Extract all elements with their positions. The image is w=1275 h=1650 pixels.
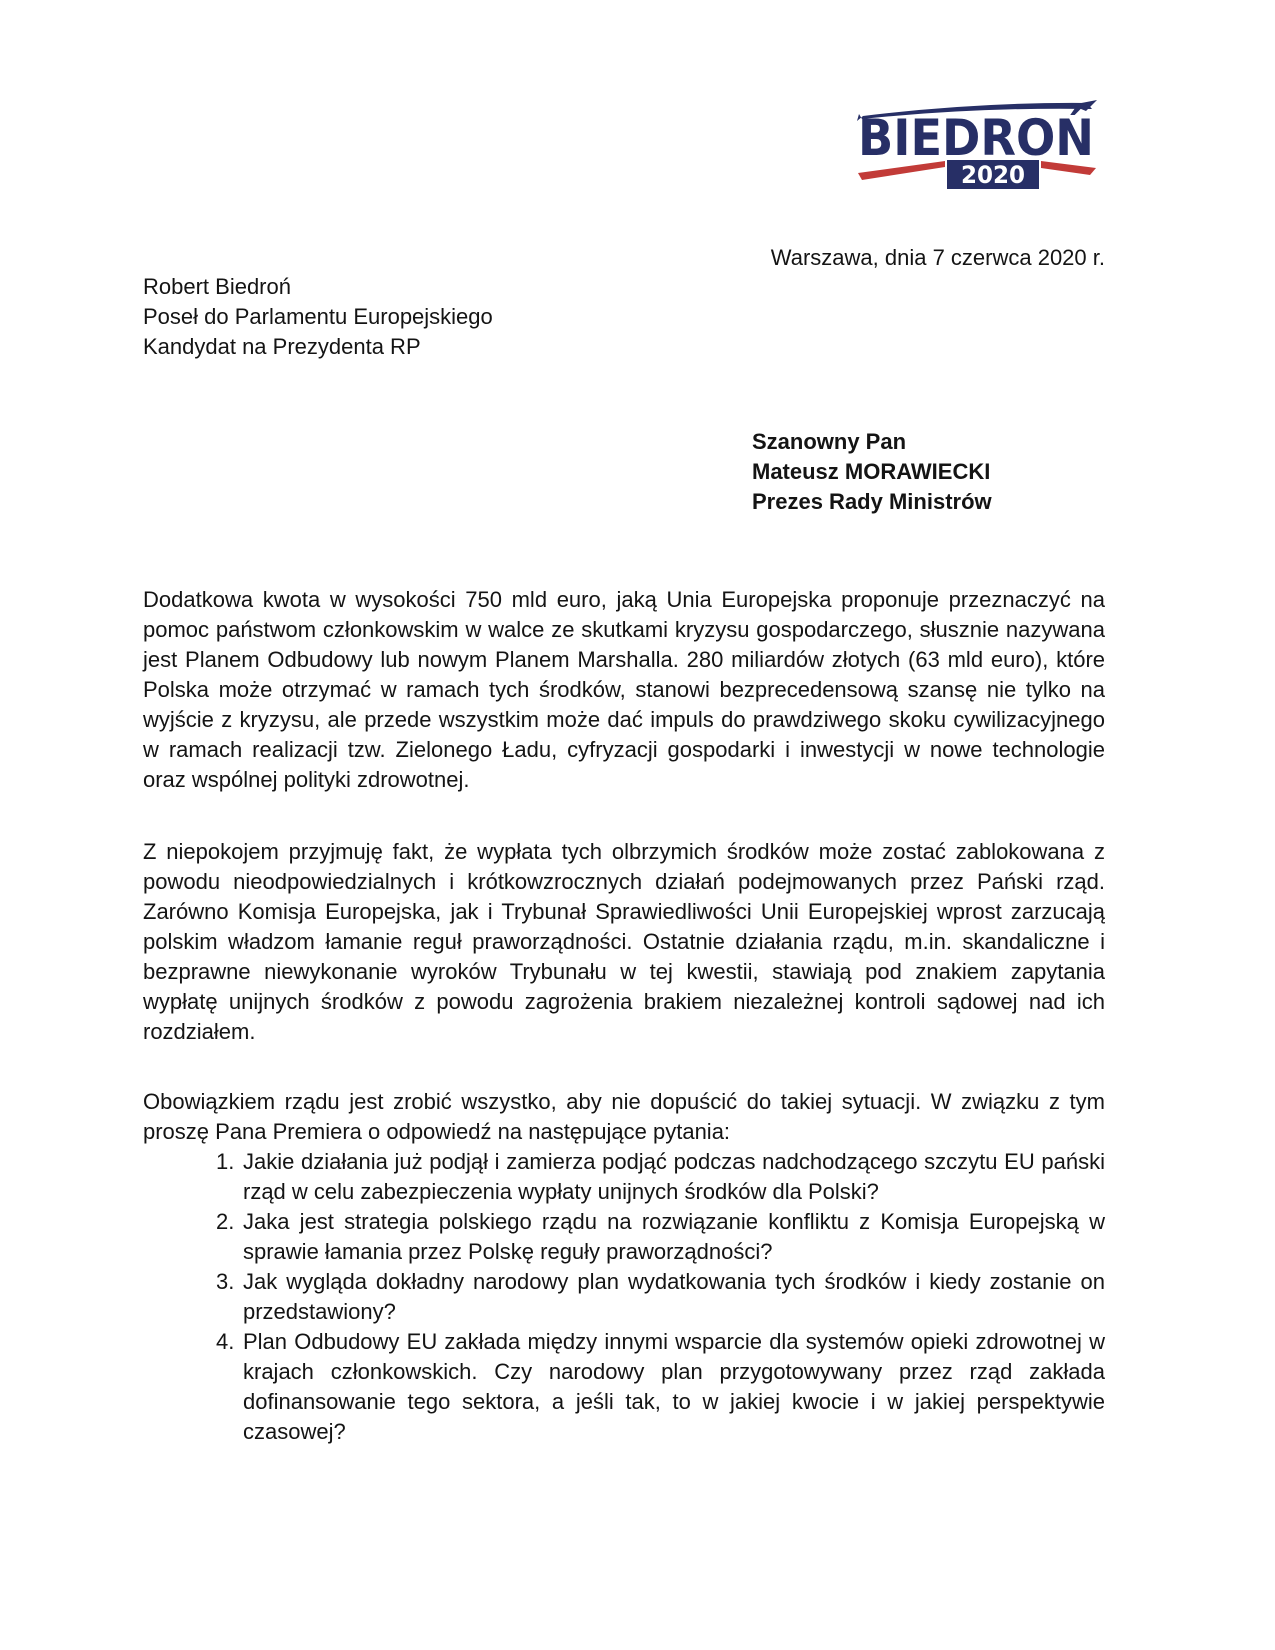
sender-name: Robert Biedroń xyxy=(143,274,291,299)
question-list xyxy=(143,1147,1105,1447)
paragraph-questions-intro: Obowiązkiem rządu jest zrobić wszystko, aby nie dopuścić do takiej sytuacji. W związku z tym proszę Pana Premiera o odpowiedź na następujące pytania: xyxy=(143,1089,1105,1144)
letter-body xyxy=(143,585,1105,1447)
paragraph-recovery-plan: Dodatkowa kwota w wysokości 750 mld euro, jaką Unia Europejska proponuje przeznaczyć na pomoc państwom członkowskim w walce ze skutkami kryzysu gospodarczego, słusznie nazywana jest Planem Odbudowy lub nowym Planem Marshalla. 280 miliardów złotych (63 mld euro), które Polska może otrzymać w ramach tych środków, stanowi bezprecedensową szansę nie tylko na wyjście z kryzysu, ale przede wszystkim może dać impuls do prawdziwego skoku cywilizacyjnego w ramach realizacji tzw. Zielonego Ładu, cyfryzacji gospodarki i inwestycji w nowe technologie oraz wspólnej polityki zdrowotnej. xyxy=(143,587,1105,792)
question-item-3 xyxy=(143,1267,1105,1327)
letter-date: Warszawa, dnia 7 czerwca 2020 r. xyxy=(770,245,1105,270)
question-number-1: 1. xyxy=(216,1149,235,1174)
question-item-4 xyxy=(143,1327,1105,1447)
sender-block xyxy=(143,272,493,362)
question-number-4: 4. xyxy=(216,1329,235,1354)
question-item-1 xyxy=(143,1147,1105,1207)
question-number-2: 2. xyxy=(216,1209,235,1234)
paragraph-rule-of-law-concern: Z niepokojem przyjmuję fakt, że wypłata tych olbrzymich środków może zostać zablokowana z powodu nieodpowiedzialnych i krótkowzrocznych działań podejmowanych przez Pański rząd. Zarówno Komisja Europejska, jak i Trybunał Sprawiedliwości Unii Europejskiej wprost zarzucają polskim władzom łamanie reguł praworządności. Ostatnie działania rządu, m.in. skandaliczne i bezprawne niewykonanie wyroków Trybunału w tej kwestii, stawiają pod znakiem zapytania wypłatę unijnych środków z powodu zagrożenia brakiem niezależnej kontroli sądowej nad ich rozdziałem. xyxy=(143,839,1105,1044)
sender-title-1: Poseł do Parlamentu Europejskiego xyxy=(143,304,493,329)
campaign-logo-graphic xyxy=(857,100,1097,192)
question-text-2: Jaka jest strategia polskiego rządu na rozwiązanie konfliktu z Komisja Europejską w sprawie łamania przez Polskę reguły praworządności? xyxy=(243,1209,1105,1264)
recipient-salutation: Szanowny Pan xyxy=(752,429,907,454)
question-item-2 xyxy=(143,1207,1105,1267)
logo-wordmark: BIEDROŃ xyxy=(858,109,1097,167)
question-text-3: Jak wygląda dokładny narodowy plan wydatkowania tych środków i kiedy zostanie on przedstawiony? xyxy=(243,1269,1105,1324)
sender-title-2: Kandydat na Prezydenta RP xyxy=(143,334,421,359)
biedron-2020-campaign-logo xyxy=(857,100,1097,192)
question-number-3: 3. xyxy=(216,1269,235,1294)
question-text-1: Jakie działania już podjął i zamierza podjąć podczas nadchodzącego szczytu EU pański rząd w celu zabezpieczenia wypłaty unijnych środków dla Polski? xyxy=(243,1149,1105,1204)
recipient-title: Prezes Rady Ministrów xyxy=(752,489,992,514)
question-text-4: Plan Odbudowy EU zakłada między innymi wsparcie dla systemów opieki zdrowotnej w krajach członkowskich. Czy narodowy plan przygotowywany przez rząd zakłada dofinansowanie tego sektora, a jeśli tak, to w jakiej kwocie i w jakiej perspektywie czasowej? xyxy=(243,1329,1105,1444)
logo-year: 2020 xyxy=(961,161,1025,189)
recipient-name: Mateusz MORAWIECKI xyxy=(752,459,991,484)
recipient-block xyxy=(752,427,992,517)
